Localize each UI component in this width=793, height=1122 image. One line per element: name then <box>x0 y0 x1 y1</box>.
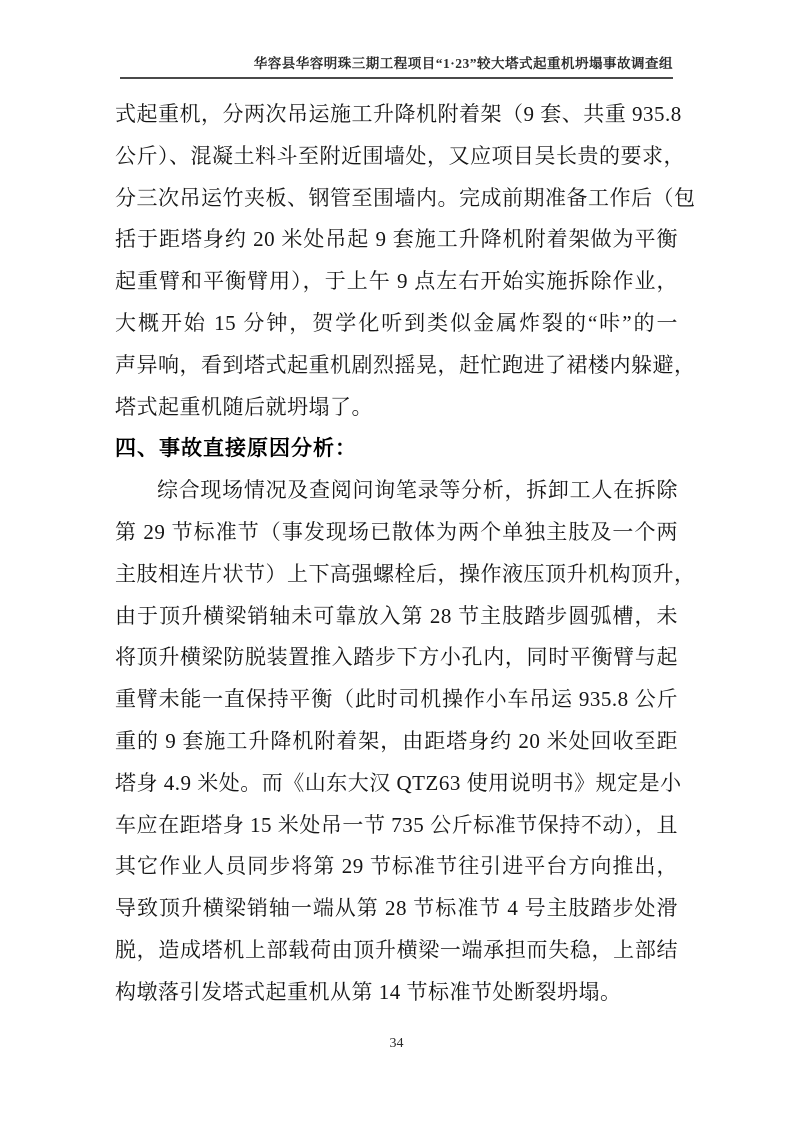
paragraph2-line: 塔身 4.9 米处。而《山东大汉 QTZ63 使用说明书》规定是小 <box>115 770 682 795</box>
paragraph2-line: 车应在距塔身 15 米处吊一节 735 公斤标准节保持不动），且 <box>115 812 678 837</box>
paragraph2-line: 导致顶升横梁销轴一端从第 28 节标准节 4 号主肢踏步处滑 <box>115 896 678 921</box>
document-body <box>115 94 696 1014</box>
paragraph2-line: 将顶升横梁防脱装置推入踏步下方小孔内，同时平衡臂与起 <box>115 645 678 670</box>
paragraph2-line: 由于顶升横梁销轴未可靠放入第 28 节主肢踏步圆弧槽，未 <box>115 603 678 628</box>
page-header <box>120 52 673 79</box>
page-number: 34 <box>389 1036 404 1051</box>
paragraph2-line: 脱，造成塔机上部载荷由顶升横梁一端承担而失稳，上部结 <box>115 937 678 962</box>
paragraph2-line: 其它作业人员同步将第 29 节标准节往引进平台方向推出， <box>115 854 678 879</box>
paragraph2-line: 构墩落引发塔式起重机从第 14 节标准节处断裂坍塌。 <box>115 979 622 1004</box>
paragraph2-line: 主肢相连片状节）上下高强螺栓后，操作液压顶升机构顶升， <box>115 561 696 586</box>
paragraph1-line: 塔式起重机随后就坍塌了。 <box>115 394 373 419</box>
paragraph1-line: 式起重机，分两次吊运施工升降机附着架（9 套、共重 935.8 <box>115 102 682 126</box>
paragraph1-line: 括于距塔身约 20 米处吊起 9 套施工升降机附着架做为平衡 <box>115 227 678 252</box>
page-footer <box>0 1036 793 1052</box>
paragraph2-line: 重的 9 套施工升降机附着架，由距塔身约 20 米处回收至距 <box>115 728 678 753</box>
section-heading: 四、事故直接原因分析： <box>115 436 357 461</box>
paragraph1-line: 大概开始 15 分钟，贺学化听到类似金属炸裂的“咔”的一 <box>115 310 678 335</box>
paragraph1-line: 起重臂和平衡臂用），于上午 9 点左右开始实施拆除作业， <box>115 269 678 294</box>
paragraph2-line: 综合现场情况及查阅问询笔录等分析，拆卸工人在拆除 <box>157 478 678 503</box>
paragraph1-line: 分三次吊运竹夹板、钢管至围墙内。完成前期准备工作后（包 <box>115 185 696 210</box>
paragraph1-line: 公斤）、混凝土料斗至附近围墙处，又应项目吴长贵的要求， <box>115 143 685 168</box>
paragraph2-line: 重臂未能一直保持平衡（此时司机操作小车吊运 935.8 公斤 <box>115 687 678 712</box>
paragraph2-line: 第 29 节标准节（事发现场已散体为两个单独主肢及一个两 <box>115 519 678 544</box>
paragraph1-line: 声异响，看到塔式起重机剧烈摇晃，赶忙跑进了裙楼内躲避， <box>115 352 696 377</box>
header-title: 华容县华容明珠三期工程项目“1·23”较大塔式起重机坍塌事故调查组 <box>253 56 673 71</box>
